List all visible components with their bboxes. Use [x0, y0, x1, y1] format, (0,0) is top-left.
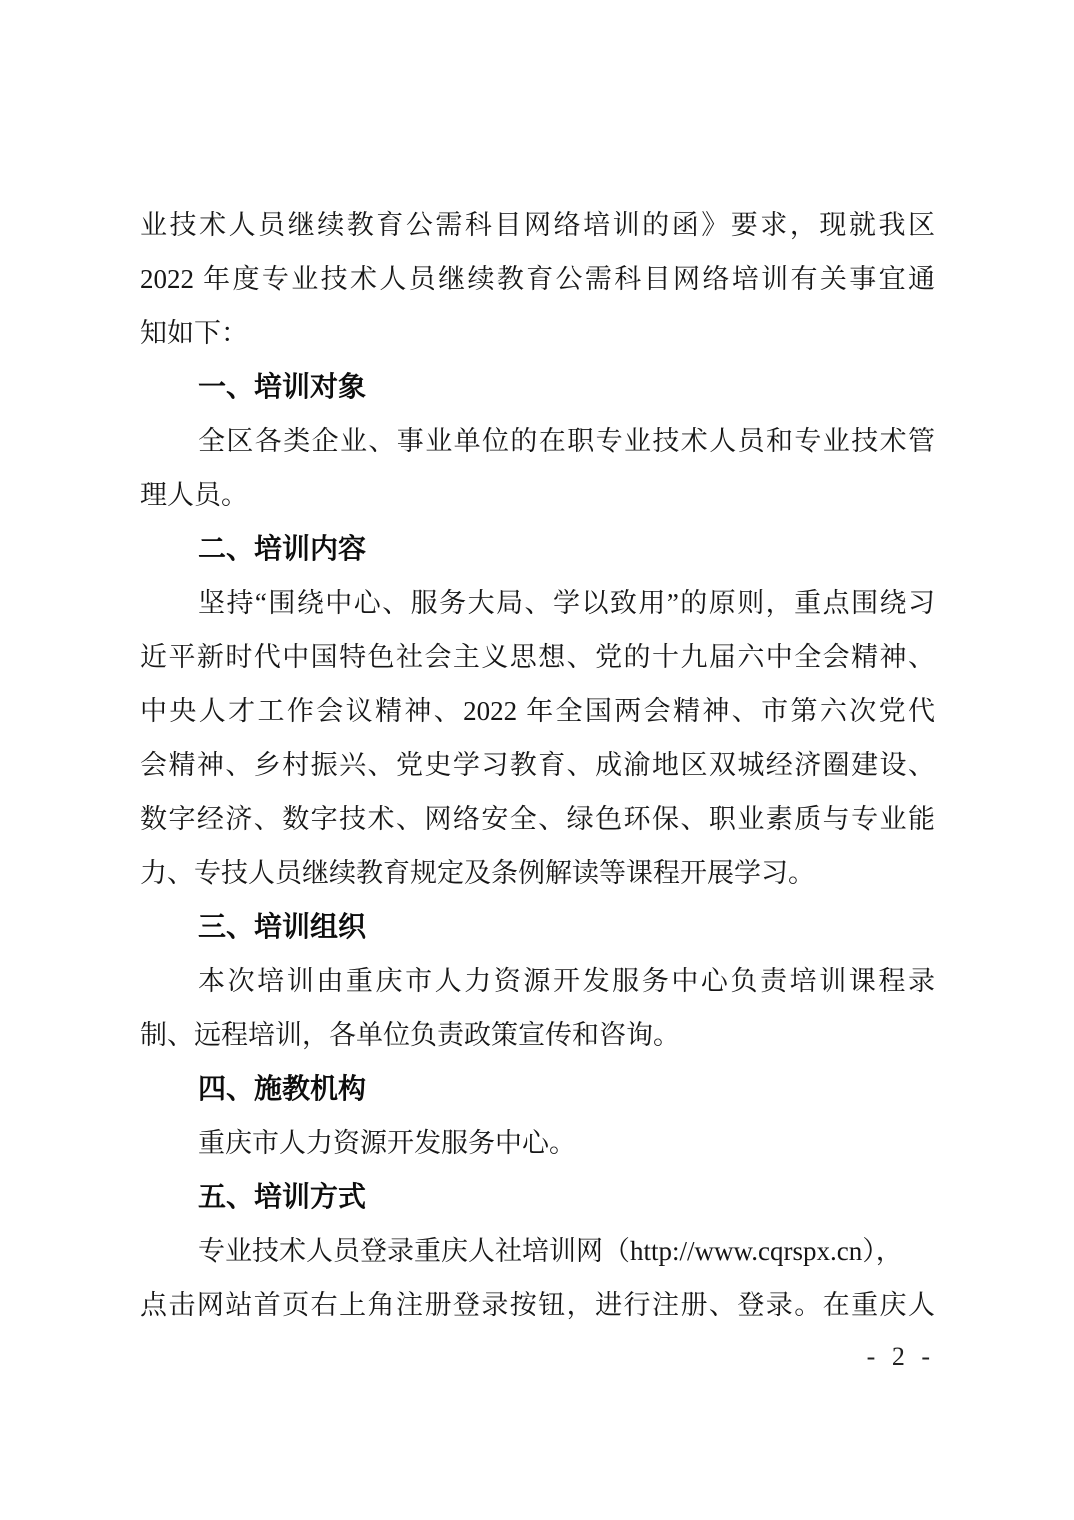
- text-line: 坚持“围绕中心、服务大局、学以致用”的原则，重点围绕习: [198, 588, 935, 618]
- section-heading: 一、培训对象: [198, 371, 367, 402]
- section-heading: 五、培训方式: [198, 1181, 367, 1212]
- text-line: 业技术人员继续教育公需科目网络培训的函》要求，现就我区: [140, 210, 935, 240]
- text-line: 数字经济、数字技术、网络安全、绿色环保、职业素质与专业能: [140, 804, 935, 834]
- section-heading: 四、施教机构: [198, 1073, 367, 1104]
- text-line: 全区各类企业、事业单位的在职专业技术人员和专业技术管: [198, 426, 935, 456]
- text-line: 点击网站首页右上角注册登录按钮，进行注册、登录。在重庆人: [140, 1290, 935, 1320]
- text-line: 重庆市人力资源开发服务中心。: [198, 1128, 576, 1158]
- section-heading: 二、培训内容: [198, 533, 367, 564]
- section-heading: 三、培训组织: [198, 911, 367, 942]
- text-line: 2022 年度专业技术人员继续教育公需科目网络培训有关事宜通: [140, 264, 935, 294]
- text-line: 知如下：: [140, 318, 248, 348]
- text-line: 近平新时代中国特色社会主义思想、党的十九届六中全会精神、: [140, 642, 935, 672]
- page-number: - 2 -: [866, 1342, 935, 1371]
- text-line: 本次培训由重庆市人力资源开发服务中心负责培训课程录: [198, 966, 935, 996]
- text-line: 中央人才工作会议精神、2022 年全国两会精神、市第六次党代: [140, 696, 935, 726]
- document-lines: [140, 198, 935, 1332]
- text-line: 专业技术人员登录重庆人社培训网（http://www.cqrspx.cn），: [198, 1236, 903, 1266]
- text-line: 理人员。: [140, 480, 248, 510]
- text-line: 力、专技人员继续教育规定及条例解读等课程开展学习。: [140, 858, 815, 888]
- text-line: 会精神、乡村振兴、党史学习教育、成渝地区双城经济圈建设、: [140, 750, 935, 780]
- text-line: 制、远程培训，各单位负责政策宣传和咨询。: [140, 1020, 680, 1050]
